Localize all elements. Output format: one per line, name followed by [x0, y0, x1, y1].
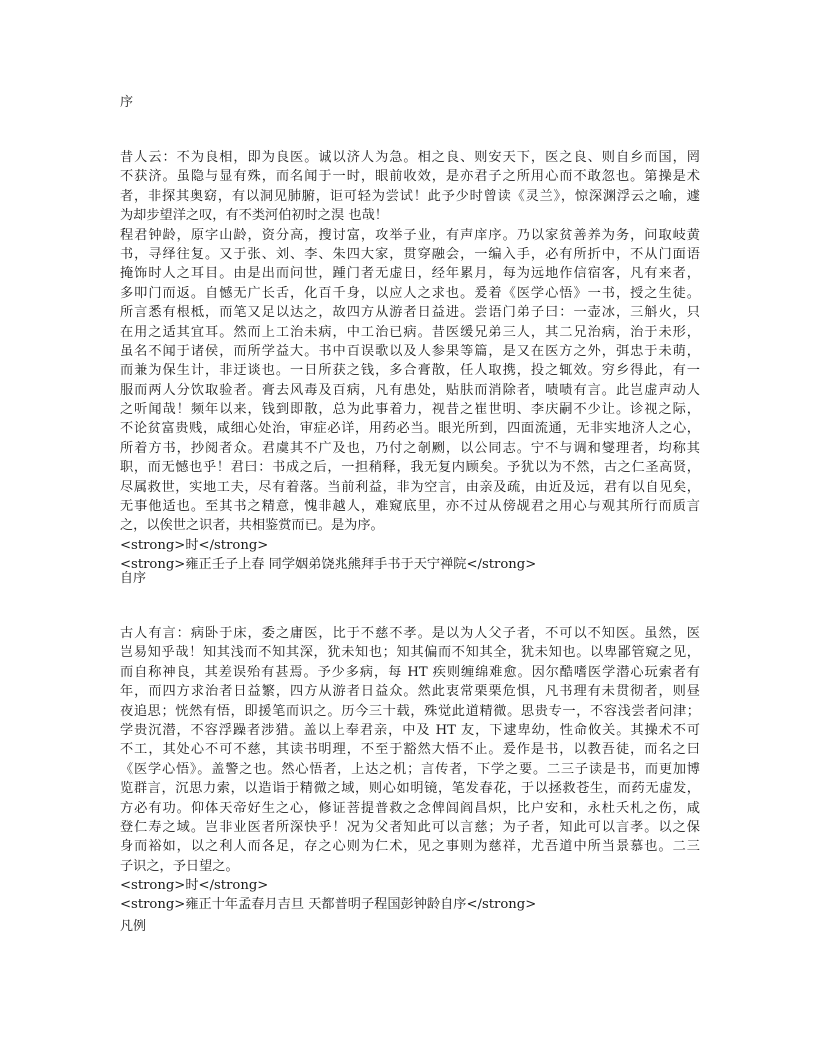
text-line: 之，以俟世之识者，共相鉴赏而已。是为序。 — [120, 518, 384, 534]
text-line: 不工，其处心不可不慈，其读书明理，不至于豁然大悟不止。爰作是书，以教吾徒，而名之曰 — [120, 742, 700, 758]
text-line: 服而两人分饮取验者。膏去风毒及百病，凡有患处，贴肤而消除者，啧啧有言。此岂虚声动人 — [120, 382, 700, 398]
preface-paragraph — [120, 148, 700, 575]
text-line: 年，而四方求治者日益繁，四方从游者日益众。然此衷常栗栗危惧，凡书理有未贯彻者，则昼 — [120, 684, 700, 700]
author-preface-paragraph — [120, 624, 700, 915]
text-line: 方必有功。仰体天帝好生之心，修证菩提普救之念俾闾阎昌炽，比户安和，永杜夭札之伤，咸 — [120, 800, 700, 816]
text-line: 昔人云：不为良相，即为良医。诚以济人为急。相之良、则安天下，医之良、则自乡而国，罔 — [120, 150, 700, 165]
text-line: 登仁寿之域。岂非业医者所深快乎！况为父者知此可以言慈；为子者，知此可以言孝。以之保 — [120, 819, 700, 835]
raw-markup-line: <strong>雍正壬子上春 同学姻弟饶兆熊拜手书于天宁禅院</strong> — [120, 557, 537, 573]
text-line: 无事他适也。至其书之精意，愧非越人，难窥底里，亦不过从傍觇君之用心与观其所行而质言 — [120, 499, 700, 515]
text-line: 岂易知乎哉！知其浅而不知其深，犹未知也；知其偏而不知其全，犹未知也。以卑鄙管窥之见， — [120, 645, 700, 661]
text-line: 而自称神良，其差误殆有甚焉。予少多病，每 HT 疾则缠绵难愈。因尔酷嗜医学潜心玩索者有 — [120, 664, 700, 680]
text-line: 程君钟龄，原字山龄，资分高，搜讨富，攻举子业，有声庠序。乃以家贫善养为务，问取岐黄 — [120, 227, 700, 243]
text-line: 之听闻哉！频年以来，钱到即散，总为此事着力，视昔之崔世明、李庆嗣不少让。诊视之际， — [120, 402, 700, 418]
text-line: 职，而无憾也乎！君曰：书成之后，一担稍释，我无复内顾矣。予犹以为不然，古之仁圣高贤， — [120, 460, 700, 476]
text-line: 学贵沉潜，不容浮躁者涉猎。盖以上奉君亲，中及 HT 友，下逮卑幼，性命攸关。其操术不可 — [120, 722, 700, 738]
text-line: 所言悉有根柢，而笔又足以达之，故四方从游者日益进。尝语门弟子曰：一壶冰，三斛火，只 — [120, 305, 700, 321]
text-line: 夜追思；恍然有悟，即援笔而识之。历今三十载，殊觉此道精微。思贵专一，不容浅尝者问津； — [120, 703, 700, 719]
text-line: 尽属救世，实地工夫，尽有着落。当前利益，非为空言，由亲及疏，由近及远，君有以自见矣， — [120, 479, 700, 495]
text-line: 者，非探其奥窈，有以洞见肺腑，讵可轻为尝试！此予少时曾读《灵兰》，惊深渊浮云之喻，遽 — [120, 188, 700, 204]
text-line: 为却步望洋之叹，有不类河伯初时之淏 也哉！ — [120, 208, 388, 224]
text-line: 不获济。虽隐与显有殊，而名闻于一时，眼前收效，是亦君子之所用心而不敢忽也。第操是术 — [120, 169, 700, 185]
text-line: 多叩门而返。自憾无广长舌，化百千身，以应人之求也。爰着《医学心悟》一书，授之生徒。 — [120, 285, 700, 301]
text-line: 古人有言：病卧于床，委之庸医，比于不慈不孝。是以为人父子者，不可以不知医。虽然，医 — [120, 626, 700, 641]
text-line: 而兼为保生计，非迂谈也。一日所获之钱，多合膏散，任人取携，投之辄效。穷乡得此，有一 — [120, 363, 700, 379]
raw-markup-line: <strong>时</strong> — [120, 537, 269, 553]
text-line: 身而裕如，以之利人而各足，存之心则为仁术，见之事则为慈祥，尤吾道中所当景慕也。二三 — [120, 839, 700, 855]
raw-markup-line: <strong>时</strong> — [120, 878, 269, 894]
text-line: 不论贫富贵贱，咸细心处治，审症必详，用药必当。眼光所到，四面流通，无非实地济人之心， — [120, 421, 700, 437]
text-line: 所着方书，抄阅者众。君虞其不广及也，乃付之剞劂，以公同志。宁不与调和燮理者，均称其 — [120, 440, 700, 456]
text-line: 掩饰时人之耳目。由是出而问世，踵门者无虚日，经年累月，每为远地作信宿客，凡有来者， — [120, 266, 700, 282]
text-line: 览群言，沉思力索，以造诣于精微之域，则心如明镜，笔发春花，于以拯救苍生，而药无虚发， — [120, 781, 700, 797]
raw-markup-line: <strong>雍正十年孟春月吉旦 天都普明子程国彭钟龄自序</strong> — [120, 897, 537, 913]
text-line: 书，寻绎往复。又于张、刘、李、朱四大家，贯穿融会，一编入手，必有所折中，不从门面语 — [120, 246, 700, 262]
text-line: 《医学心悟》。盖警之也。然心悟者，上达之机；言传者，下学之要。二三子读是书，而更加博 — [120, 761, 700, 777]
section-title-conventions: 凡例 — [120, 919, 147, 934]
text-line: 在用之适其宜耳。然而上工治未病，中工治已病。昔医缓兄弟三人，其二兄治病，治于未形， — [120, 324, 700, 340]
text-line: 虽名不闻于诸侯，而所学益大。书中百误歌以及人参果等篇，是又在医方之外，弭忠于未萌， — [120, 343, 700, 359]
section-title-preface: 序 — [120, 95, 134, 110]
section-title-author-preface: 自序 — [120, 571, 147, 586]
text-line: 子识之，予日望之。 — [120, 858, 239, 874]
